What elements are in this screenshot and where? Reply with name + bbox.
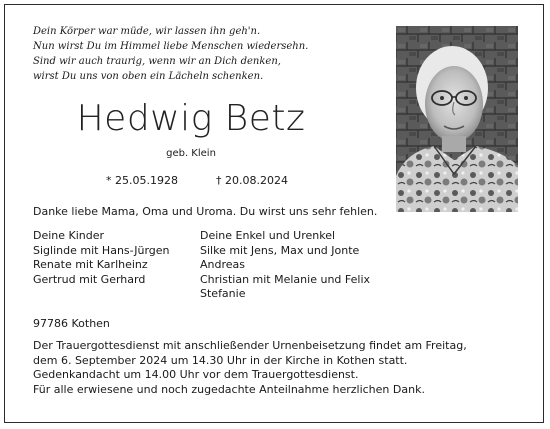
service-line: Der Trauergottesdienst mit anschließender Urnenbeisetzung findet am Freitag, bbox=[33, 339, 467, 352]
mourners-grandchildren bbox=[200, 229, 370, 302]
mourner-line: Renate mit Karlheinz bbox=[33, 258, 148, 272]
birth-date: * 25.05.1928 bbox=[106, 174, 178, 187]
portrait-photo bbox=[396, 26, 518, 212]
maiden-name: geb. Klein bbox=[166, 148, 216, 159]
mourner-line: Stefanie bbox=[200, 287, 246, 301]
poem-line: wirst Du uns von oben ein Lächeln schenken. bbox=[33, 71, 264, 82]
service-line: Für alle erwiesene und noch zugedachte Anteilnahme herzlichen Dank. bbox=[33, 382, 425, 396]
mourner-line: Deine Enkel und Urenkel bbox=[200, 229, 336, 242]
location: 97786 Kothen bbox=[33, 317, 110, 330]
mourner-line: Gertrud mit Gerhard bbox=[33, 272, 146, 286]
mourner-line: Christian mit Melanie und Felix bbox=[200, 272, 371, 286]
deceased-name: Hedwig Betz bbox=[76, 98, 306, 139]
death-date: † 20.08.2024 bbox=[216, 174, 288, 187]
mourner-line: Deine Kinder bbox=[33, 229, 105, 242]
mourner-line: Silke mit Jens, Max und Jonte bbox=[200, 243, 360, 257]
farewell-message: Danke liebe Mama, Oma und Uroma. Du wirst uns sehr fehlen. bbox=[33, 205, 378, 218]
poem bbox=[33, 24, 363, 84]
mourner-line: Siglinde mit Hans-Jürgen bbox=[33, 243, 170, 257]
service-info bbox=[33, 339, 467, 397]
service-line: Gedenkandacht um 14.00 Uhr vor dem Trauergottesdienst. bbox=[33, 368, 359, 382]
mourners-children bbox=[33, 229, 170, 287]
poem-line: Nun wirst Du im Himmel liebe Menschen wiedersehn. bbox=[33, 41, 309, 52]
poem-line: Sind wir auch traurig, wenn wir an Dich denken, bbox=[33, 56, 281, 67]
mourner-line: Andreas bbox=[200, 258, 245, 272]
poem-line: Dein Körper war müde, wir lassen ihn geh'n. bbox=[33, 26, 261, 37]
service-line: dem 6. September 2024 um 14.30 Uhr in der Kirche in Kothen statt. bbox=[33, 353, 408, 367]
